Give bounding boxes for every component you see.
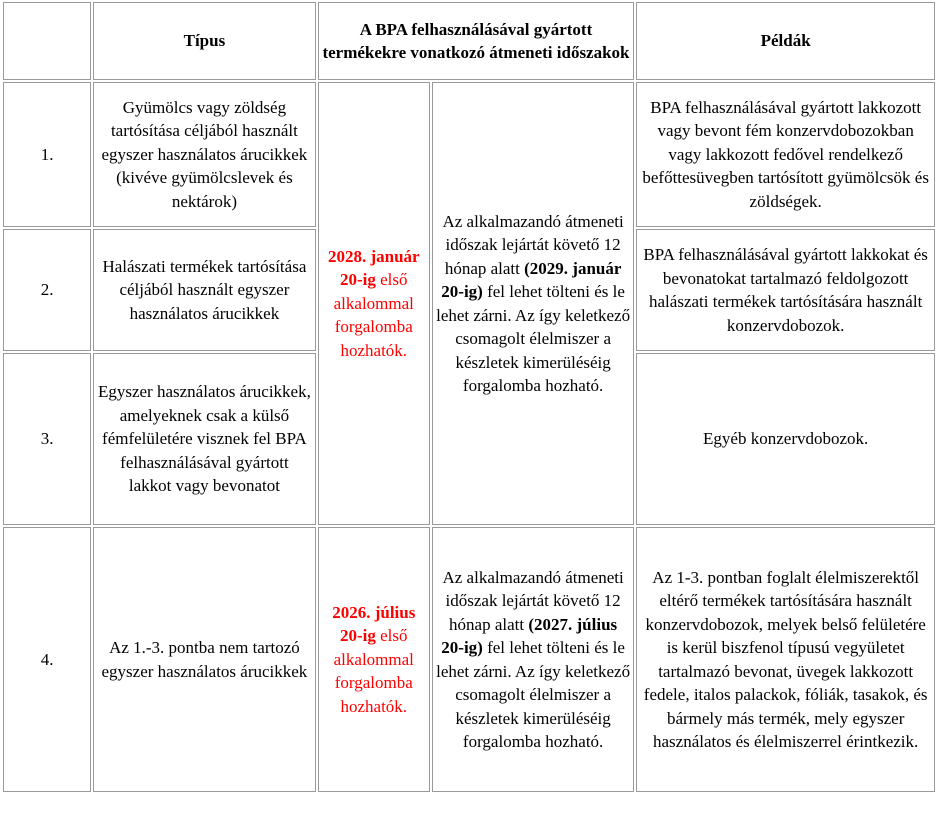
transition-text: Az alkalmazandó átmeneti időszak lejártát követő 12 hónap alatt [442,567,624,634]
deadline-cell [318,82,430,525]
transition-text-end: fel lehet tölteni és le lehet zárni. Az így keletkező csomagolt élelmiszer a készletek kimerüléséig forgalomba hozható. [436,282,631,395]
row-example: Az 1-3. pontban foglalt élelmiszerektől eltérő termékek tartósítására használt konzervdobozok, melyek belső felületére is kerül biszfenol típusú vegyületet tartalmazó bevonat, üvegek lakkozott fedele, italos palackok, fóliák, tasakok, és bármely más termék, mely egyszer használatos és élelmiszerrel érintkezik. [636,527,935,792]
row-example: BPA felhasználásával gyártott lakkozott vagy bevont fém konzervdobozokban vagy lakkozott fedővel rendelkező befőttesüvegben tartósított gyümölcsök és zöldségek. [636,82,935,227]
row-number: 2. [3,229,91,351]
row-number: 3. [3,353,91,525]
row-type: Az 1.-3. pontba nem tartozó egyszer használatos árucikkek [93,527,315,792]
header-num [3,2,91,80]
row-type: Egyszer használatos árucikkek, amelyeknek csak a külső fémfelületére visznek fel BPA felhasználásával gyártott lakkot vagy bevonatot [93,353,315,525]
table-row [3,82,935,227]
table-row [3,527,935,792]
row-number: 4. [3,527,91,792]
row-type: Halászati termékek tartósítása céljából használt egyszer használatos árucikkek [93,229,315,351]
transition-date: (2029. január 20-ig) [441,258,622,301]
row-type: Gyümölcs vagy zöldség tartósítása céljából használt egyszer használatos árucikkek (kivéve gyümölcslevek és nektárok) [93,82,315,227]
deadline-date: 2028. január 20-ig [327,246,420,290]
deadline-cell [318,527,430,792]
transition-cell [432,527,634,792]
header-examples: Példák [636,2,935,80]
transition-date: (2027. július 20-ig) [441,614,618,657]
transition-text: Az alkalmazandó átmeneti időszak lejártát követő 12 hónap alatt [442,211,624,278]
row-number: 1. [3,82,91,227]
deadline-text: első alkalommal forgalomba hozhatók. [333,626,414,716]
deadline-date: 2026. július 20-ig [332,602,416,646]
deadline-text: első alkalommal forgalomba hozhatók. [333,270,414,360]
transition-table [1,0,937,794]
header-periods: A BPA felhasználásával gyártott termékekre vonatkozó átmeneti időszakok [318,2,635,80]
header-row [3,2,935,80]
transition-cell [432,82,634,525]
transition-text-end: fel lehet tölteni és le lehet zárni. Az így keletkező csomagolt élelmiszer a készletek kimerüléséig forgalomba hozható. [436,638,631,751]
row-example: Egyéb konzervdobozok. [636,353,935,525]
row-example: BPA felhasználásával gyártott lakkokat és bevonatokat tartalmazó feldolgozott halászati termékek tartósítására használt konzervdobozok. [636,229,935,351]
header-type: Típus [93,2,315,80]
